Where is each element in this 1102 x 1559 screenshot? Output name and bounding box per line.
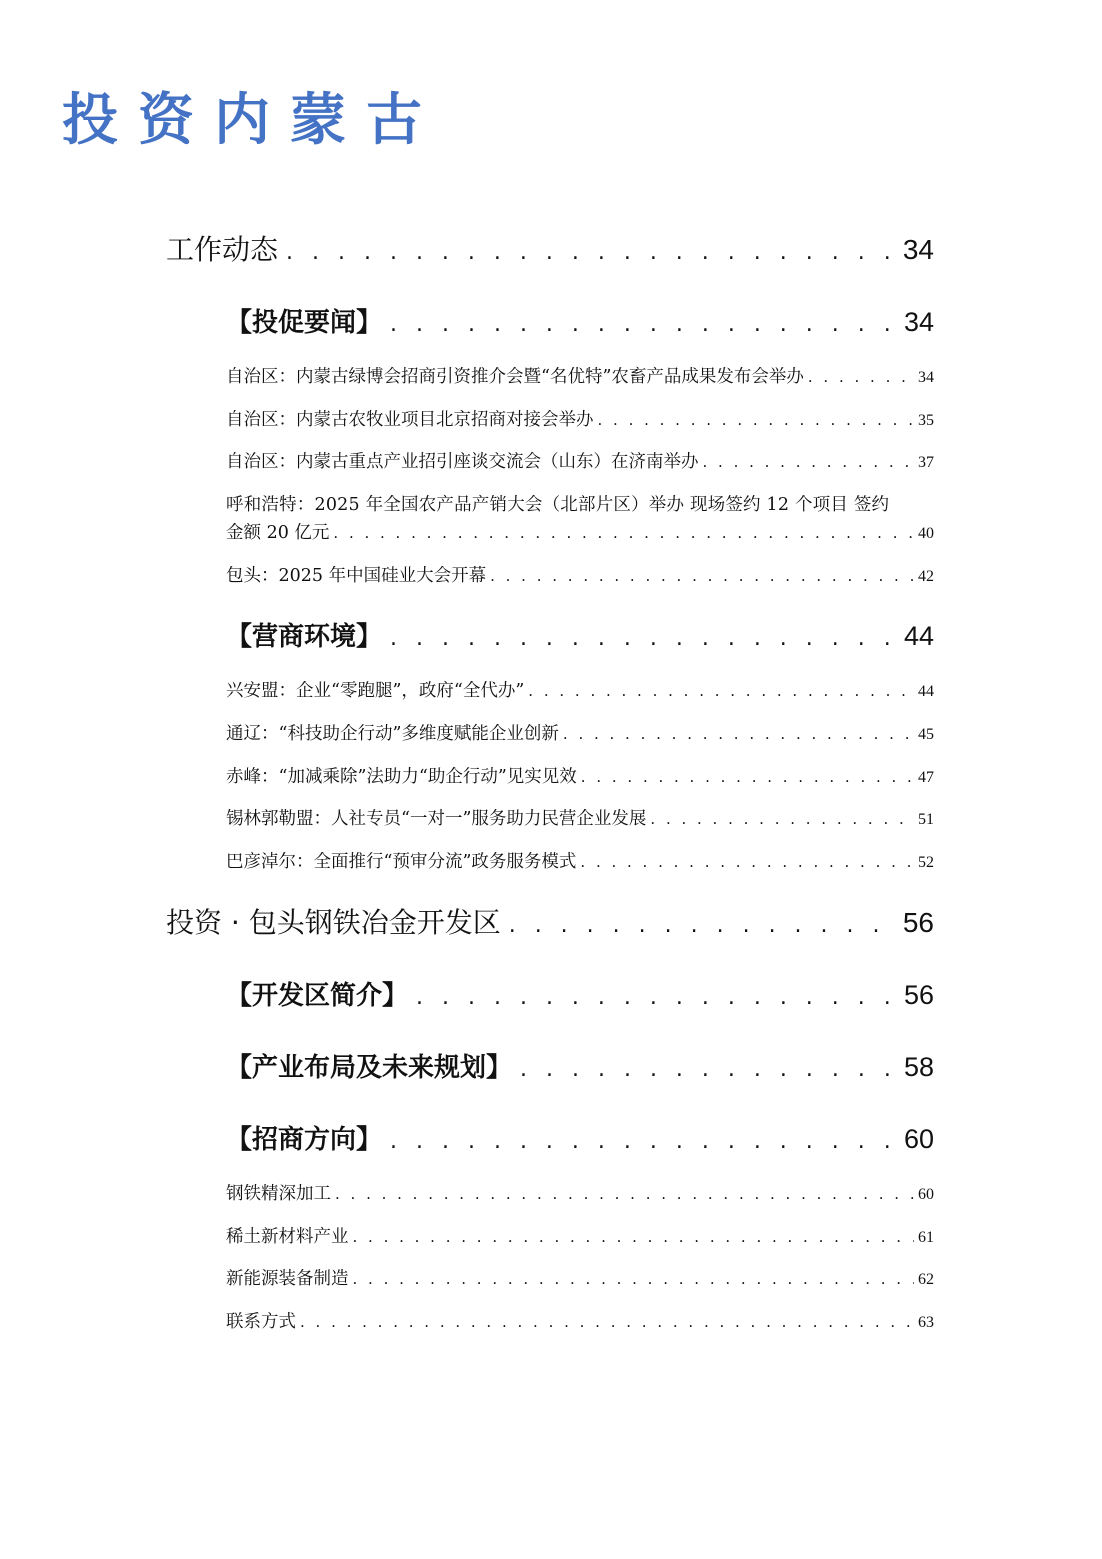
toc-label: 投资 · 包头钢铁冶金开发区 xyxy=(166,906,501,939)
toc-leader xyxy=(520,1059,896,1081)
toc-leader xyxy=(286,242,895,264)
toc-entry-item[interactable] xyxy=(226,1180,934,1205)
toc-entry-item[interactable] xyxy=(226,805,934,830)
toc-entry-item[interactable] xyxy=(226,1223,934,1248)
toc-leader xyxy=(353,1230,915,1245)
toc-page: 34 xyxy=(918,369,934,386)
toc-entry-item[interactable] xyxy=(226,763,934,788)
toc-entry-direction[interactable] xyxy=(226,1119,934,1156)
toc-page: 44 xyxy=(903,621,934,651)
toc-label: 锡林郭勒盟：人社专员“一对一”服务助力民营企业发展 xyxy=(226,809,647,829)
toc-entry-item[interactable] xyxy=(226,720,934,745)
toc-entry-item[interactable] xyxy=(226,1265,934,1290)
toc-page: 56 xyxy=(902,907,934,938)
toc-leader xyxy=(416,987,896,1009)
toc-leader xyxy=(528,684,914,699)
toc-leader xyxy=(563,727,914,742)
toc-entry-hohhot-line1[interactable]: 呼和浩特：2025 年全国农产品产销大会（北部片区）举办 现场签约 12 个项目 签约 xyxy=(226,495,890,515)
toc-page: 37 xyxy=(918,454,934,471)
toc-label: 【投促要闻】 xyxy=(226,308,383,338)
toc-page: 42 xyxy=(918,568,934,585)
toc-page: 60 xyxy=(903,1124,934,1154)
toc-entry-invest[interactable] xyxy=(166,901,934,941)
toc-leader xyxy=(390,1131,896,1153)
toc-leader xyxy=(333,526,914,541)
toc-leader xyxy=(509,915,895,937)
toc-label: 自治区：内蒙古绿博会招商引资推介会暨“名优特”农畜产品成果发布会举办 xyxy=(226,367,804,387)
toc-leader xyxy=(650,812,914,827)
toc-leader xyxy=(490,569,914,584)
toc-label: 钢铁精深加工 xyxy=(226,1184,331,1204)
toc-leader xyxy=(598,413,915,428)
toc-page: 63 xyxy=(918,1314,934,1331)
toc-page: 44 xyxy=(918,683,934,700)
toc-page: 34 xyxy=(903,307,934,337)
toc-label: 包头：2025 年中国硅业大会开幕 xyxy=(226,566,487,586)
toc-entry-item[interactable] xyxy=(226,677,934,702)
toc-label: 巴彦淖尔：全面推行“预审分流”政务服务模式 xyxy=(226,852,577,872)
toc-page: 47 xyxy=(918,769,934,786)
toc-page: 60 xyxy=(918,1186,934,1203)
toc-label: 赤峰：“加减乘除”法助力“助企行动”见实见效 xyxy=(226,767,577,787)
toc-entry-item[interactable] xyxy=(226,1308,934,1333)
toc-page: 45 xyxy=(918,726,934,743)
toc-label: 通辽：“科技助企行动”多维度赋能企业创新 xyxy=(226,724,559,744)
toc-leader xyxy=(390,314,896,336)
toc-label: 自治区：内蒙古重点产业招引座谈交流会（山东）在济南举办 xyxy=(226,452,699,472)
toc-leader xyxy=(390,628,896,650)
toc-entry-baotou[interactable] xyxy=(226,562,934,587)
toc-label: 兴安盟：企业“零跑腿”，政府“全代办” xyxy=(226,681,525,701)
toc-label: 【招商方向】 xyxy=(226,1125,383,1155)
page-title: 投资内蒙古 xyxy=(62,87,442,153)
toc-label: 自治区：内蒙古农牧业项目北京招商对接会举办 xyxy=(226,410,594,430)
toc-leader xyxy=(335,1187,914,1202)
toc-leader xyxy=(808,370,914,385)
toc-leader xyxy=(353,1272,915,1287)
toc-entry-item[interactable] xyxy=(226,406,934,431)
toc-entry-item[interactable] xyxy=(226,363,934,388)
toc-leader xyxy=(703,455,915,470)
toc-entry-intro[interactable] xyxy=(226,975,934,1012)
toc-entry-biz[interactable] xyxy=(226,616,934,653)
toc-label: 【开发区简介】 xyxy=(226,981,409,1011)
toc-leader xyxy=(580,855,914,870)
toc-label: 工作动态 xyxy=(166,233,279,266)
toc-page: 58 xyxy=(903,1052,934,1082)
toc-page: 35 xyxy=(918,412,934,429)
toc-entry-hohhot-line2[interactable] xyxy=(226,519,934,544)
toc-page: 34 xyxy=(902,234,934,265)
toc-leader xyxy=(300,1315,914,1330)
toc-label: 【产业布局及未来规划】 xyxy=(226,1053,513,1083)
toc-entry-item[interactable] xyxy=(226,448,934,473)
toc-page: 51 xyxy=(918,811,934,828)
toc-page: 56 xyxy=(903,980,934,1010)
toc-leader xyxy=(581,770,914,785)
toc-entry-promo[interactable] xyxy=(226,302,934,339)
toc-entry-item[interactable] xyxy=(226,848,934,873)
toc-label: 新能源装备制造 xyxy=(226,1269,349,1289)
toc-page: 40 xyxy=(918,525,934,542)
toc-page: 62 xyxy=(918,1271,934,1288)
toc-entry-work[interactable] xyxy=(166,228,934,268)
toc-label: 【营商环境】 xyxy=(226,622,383,652)
toc-label: 稀土新材料产业 xyxy=(226,1227,349,1247)
toc-label: 联系方式 xyxy=(226,1312,296,1332)
toc-entry-layout[interactable] xyxy=(226,1047,934,1084)
toc-page: 52 xyxy=(918,854,934,871)
toc-page: 61 xyxy=(918,1229,934,1246)
toc-label: 金额 20 亿元 xyxy=(226,523,330,543)
